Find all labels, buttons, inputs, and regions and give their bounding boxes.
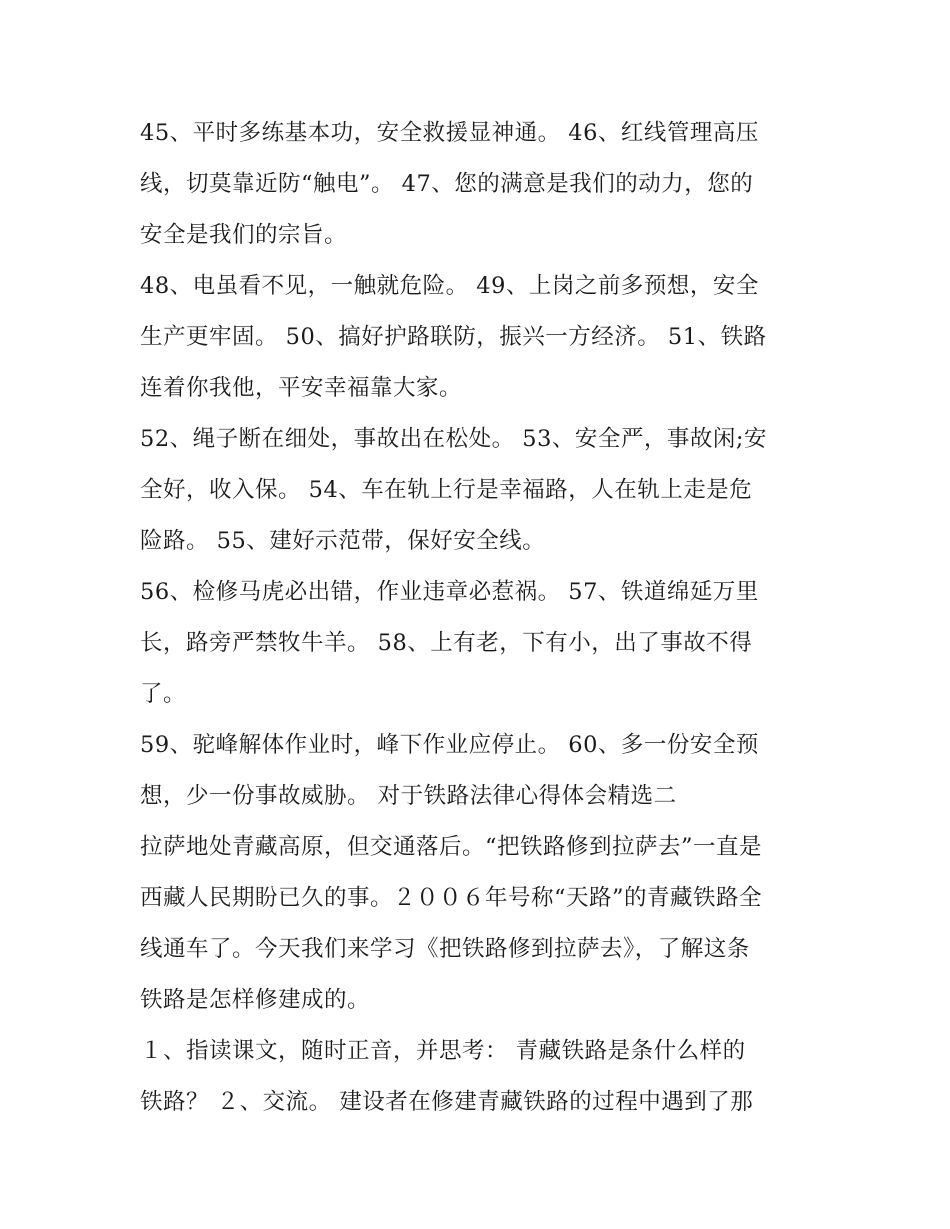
text-line: 59、驼峰解体作业时，峰下作业应停止。 60、多一份安全预 [140,732,759,758]
document-body [140,108,830,1128]
text-line: 48、电虽看不见，一触就危险。 49、上岗之前多预想，安全 [140,273,759,299]
text-line: 线通车了。今天我们来学习《把铁路修到拉萨去》，了解这条 [140,936,750,962]
text-line: １、指读课文，随时正音，并思考： 青藏铁路是条什么样的 [140,1038,746,1064]
text-line: 生产更牢固。 50、搞好护路联防，振兴一方经济。 51、铁路 [140,324,767,350]
text-line: 45、平时多练基本功，安全救援显神通。 46、红线管理高压 [140,120,759,146]
text-line: 安全是我们的宗旨。 [140,222,348,248]
text-line: 全好，收入保。 54、车在轨上行是幸福路，人在轨上走是危 [140,477,753,503]
text-line: 险路。 55、建好示范带，保好安全线。 [140,528,546,554]
text-line: 56、检修马虎必出错，作业违章必惹祸。 57、铁道绵延万里 [140,579,759,605]
text-line: 想，少一份事故威胁。 对于铁路法律心得体会精选二 [140,783,677,809]
text-line: 52、绳子断在细处，事故出在松处。 53、安全严，事故闲;安 [140,426,767,452]
text-line: 拉萨地处青藏高原，但交通落后。“把铁路修到拉萨去”一直是 [140,834,763,860]
text-line: 西藏人民期盼已久的事。２００６年号称“天路”的青藏铁路全 [140,885,763,911]
text-line: 线，切莫靠近防“触电”。 47、您的满意是我们的动力，您的 [140,171,754,197]
text-line: 长，路旁严禁牧牛羊。 58、上有老，下有小，出了事故不得 [140,630,753,656]
text-line: 连着你我他，平安幸福靠大家。 [140,375,463,401]
text-line: 了。 [140,681,187,707]
text-line: 铁路？ ２、交流。 建设者在修建青藏铁路的过程中遇到了那 [140,1089,754,1115]
text-line: 铁路是怎样修建成的。 [140,987,371,1013]
